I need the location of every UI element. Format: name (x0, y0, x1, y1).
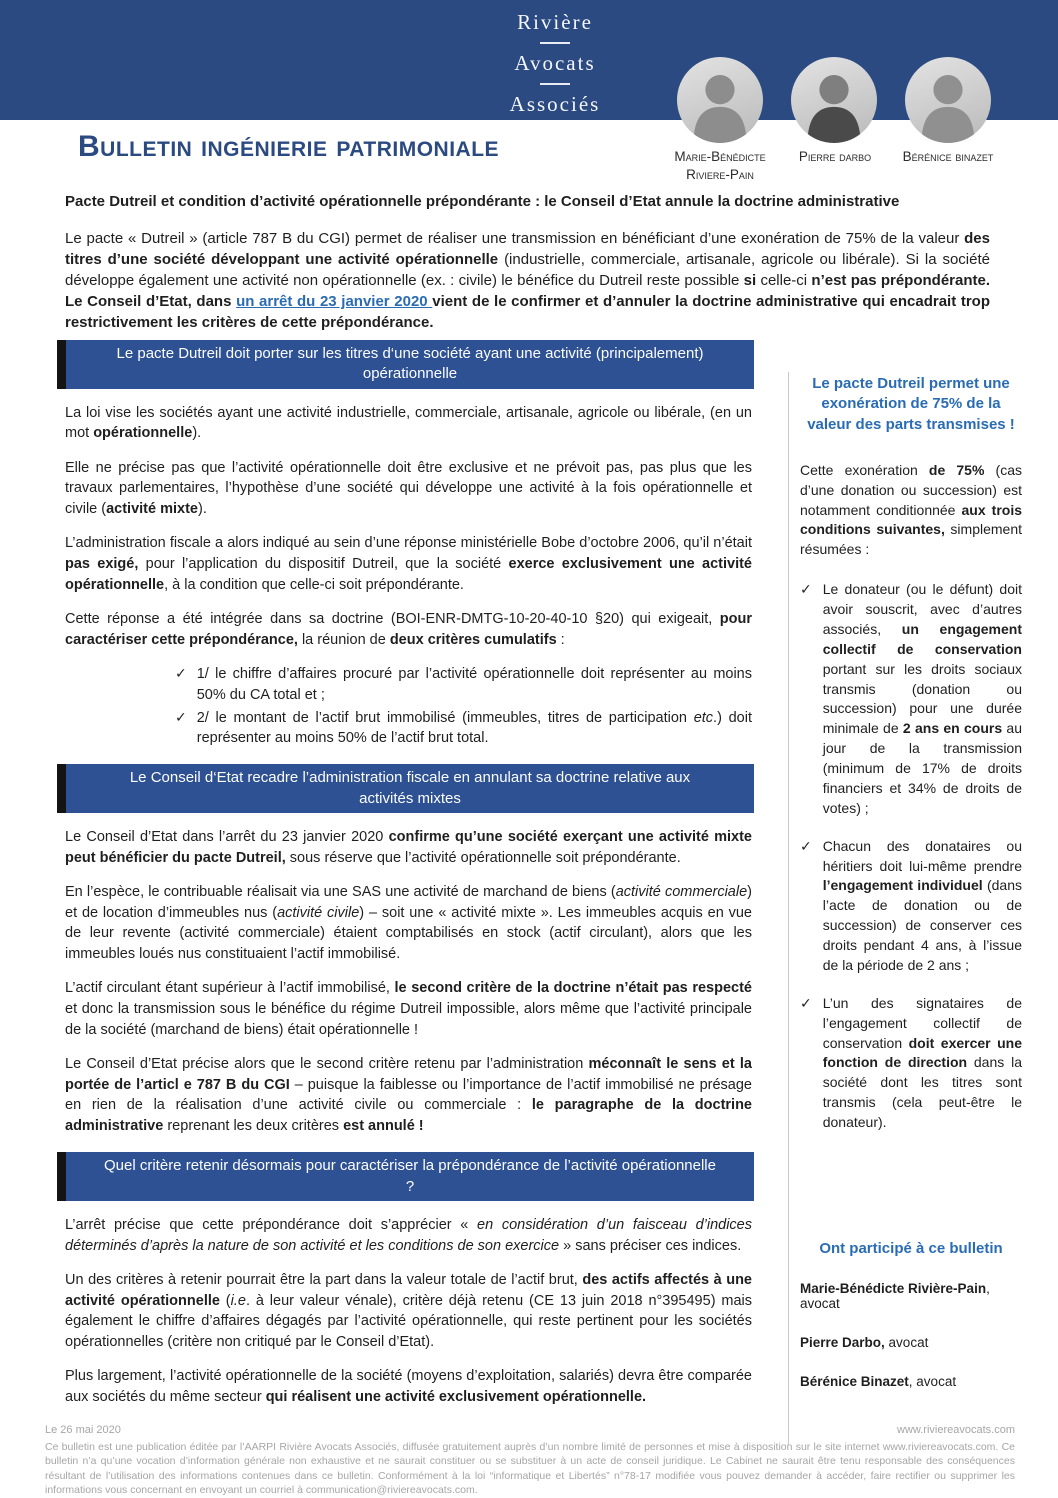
person-silhouette-icon (905, 57, 991, 143)
arret-23-janvier-2020-link[interactable]: un arrêt du 23 janvier 2020 (236, 293, 433, 310)
logo-rule (540, 83, 570, 85)
condition-text: Le donateur (ou le défunt) doit avoir souscrit, avec d’autres associés, un engagement collectif de conservation portant sur les droits sociaux transmis (donation ou succession) pour une durée minimale de 2 ans en cours au jour de la transmission (minimum de 17% de droits financiers et 34% de droits de votes) ; (822, 581, 1022, 816)
body-paragraph: Un des critères à retenir pourrait être la part dans la valeur totale de l’actif brut, des actifs affectés à une activité opérationnelle (i.e. à leur valeur vénale), critère déjà retenu (CE 13 juin 2018 n°395495) mais également le chiffre d’affaires dégagés par l’activité opérationnelle, qui reste pertinent pour les sociétés opérationnelles (critère non critiqué par le Conseil d’Etat). (65, 1272, 752, 1350)
footer-meta (45, 1424, 1015, 1436)
person-silhouette-icon (791, 57, 877, 143)
participants-title: Ont participé à ce bulletin (819, 1240, 1003, 1257)
avatar-photo (677, 57, 763, 143)
check-item-text: 2/ le montant de l’actif brut immobilisé (immeubles, titres de participation etc.) doit représenter au moins 50% de l’actif brut total. (196, 709, 752, 747)
body-paragraph: Le Conseil d’Etat dans l’arrêt du 23 janvier 2020 confirme qu’une société exerçant une activité mixte peut bénéficier du pacte Dutreil, sous réserve que l’activité opérationnelle soit prépondérante. (65, 828, 752, 866)
body-paragraph: Le Conseil d’Etat précise alors que le second critère retenu par l’administration méconnaît le sens et la portée de l’articl e 787 B du CGI – puisque la faiblesse ou l’importance de l’actif immobilisé ne présage en rien de la réalisation d’une activité civile ou commerciale : le paragraphe de la doctrine administrative reprenant les deux critères est annulé ! (65, 1056, 752, 1134)
avatar-photo (791, 57, 877, 143)
sidebar-condition-item (800, 837, 1022, 976)
firm-logo (480, 12, 630, 115)
person-silhouette-icon (677, 57, 763, 143)
article-headline: Pacte Dutreil et condition d’activité opérationnelle prépondérante : le Conseil d’Etat annule la doctrine administrative (65, 193, 900, 210)
section-body (57, 1215, 754, 1408)
logo-line-2: Avocats (514, 51, 596, 75)
section-banner: Quel critère retenir désormais pour caractériser la prépondérance de l’activité opérationnelle ? (57, 1152, 754, 1201)
participant: Marie-Bénédicte Rivière-Pain, avocat (800, 1281, 990, 1311)
column-divider (788, 372, 789, 1445)
body-paragraph: La loi vise les sociétés ayant une activité industrielle, commerciale, artisanale, agricole ou libérale, (en un mot opérationnelle). (65, 404, 752, 442)
sidebar-callout: Le pacte Dutreil permet une exonération de 75% de la valeur des parts transmises ! (807, 375, 1015, 433)
check-icon: ✓ (800, 994, 812, 1011)
body-paragraph: L’actif circulant étant supérieur à l’actif immobilisé, le second critère de la doctrine n’était pas respecté et donc la transmission sous le bénéfice du régime Dutreil impossible, alors même que l’activité principale de la société (marchand de biens) était opérationnelle ! (65, 980, 752, 1038)
check-icon: ✓ (800, 581, 812, 598)
page-title: Bulletin ingénierie patrimoniale (78, 130, 500, 163)
participant: Bérénice Binazet, avocat (800, 1374, 957, 1389)
avatar-photo (905, 57, 991, 143)
criteria-check-item (175, 664, 752, 705)
section-banner: Le Conseil d‘Etat recadre l’administration fiscale en annulant sa doctrine relative aux activités mixtes (57, 764, 754, 813)
footer-date: Le 26 mai 2020 (45, 1424, 121, 1436)
section-banner: Le pacte Dutreil doit porter sur les titres d‘une société ayant une activité (principalement) opérationnelle (57, 340, 754, 389)
participant: Pierre Darbo, avocat (800, 1335, 929, 1350)
intro-paragraph: Le pacte « Dutreil » (article 787 B du CGI) permet de réaliser une transmission en bénéficiant d’une exonération de 75% de la valeur des titres d’une société développant une activité opérationnelle (industrielle, commerciale, artisanale, agricole ou libérale). Si la société développe également une activité non opérationnelle (ex. : civile) le bénéfice du Dutreil reste possible si celle-ci n’est pas prépondérante. Le Conseil d’Etat, dans un arrêt du 23 janvier 2020 vient de le confirmer et d’annuler la doctrine administrative qui encadrait trop restrictivement les critères de cette prépondérance. (65, 230, 991, 331)
body-paragraph: Elle ne précise pas que l’activité opérationnelle doit être exclusive et ne prévoit pas, pas plus que les travaux parlementaires, l’hypothèse d’une société qui développe une activité à la fois opérationnelle et civile (activité mixte). (65, 459, 752, 517)
logo-line-3: Associés (509, 92, 601, 116)
section-quel-critere (57, 1152, 754, 1407)
body-paragraph: En l’espèce, le contribuable réalisait via une SAS une activité de marchand de biens (activité commerciale) et de location d’immeubles nus (activité civile) – soit une « activité mixte ». Les immeubles acquis en vue de leur revente (activité commerciale) étaient comptabilisés en stock (actif circulant), alors que les immeubles loués nus constituaient l’actif immobilisé. (65, 884, 753, 962)
person-name: Pierre darbo (798, 149, 872, 164)
main-column (57, 340, 754, 1422)
footer-disclaimer: Ce bulletin est une publication éditée par l’AARPI Rivière Avocats Associés, diffusée gratuitement auprès d’un nombre limité de personnes et mise à disposition sur le site internet www.riviereavocats.com. Ce bulletin n’a qu’une vocation d’information générale non exhaustive et ne saurait constituer ou se substituer à un acte de conseil juridique. Le Cabinet ne saurait être tenu responsable des conséquences résultant de l’utilisation des informations contenues dans ce bulletin. Conformément à la loi “informatique et Libertés” n°78-17 modifiée vous pouvez demander à accéder, faire rectifier ou supprimer les informations vous concernant en envoyant un courriel à communication@riviereavocats.com. (45, 1441, 1015, 1497)
condition-text: Chacun des donataires ou héritiers doit lui-même prendre l’engagement individuel (dans l’acte de donation ou de succession) de conserver ces droits pendant 4 ans, à l’issue de la période de 2 ans ; (822, 837, 1022, 973)
body-paragraph: L’administration fiscale a alors indiqué au sein d’une réponse ministérielle Bobe d’octobre 2006, qu’il n’était pas exigé, pour l’application du dispositif Dutreil, que la société exerce exclusivement une activité opérationnelle, à la condition que celle-ci soit prépondérante. (65, 535, 752, 593)
person-name: Marie-Bénédicte Riviere-Pain (674, 149, 766, 183)
sidebar-conditions-list (800, 580, 1022, 1133)
body-paragraph: Cette réponse a été intégrée dans sa doctrine (BOI-ENR-DMTG-10-20-40-10 §20) qui exigeait, pour caractériser cette prépondérance, la réunion de deux critères cumulatifs : (65, 611, 752, 648)
criteria-check-item (175, 708, 752, 749)
sidebar-condition-item (800, 580, 1022, 819)
participants-block (800, 1240, 1022, 1389)
person-name: Bérénice binazet (902, 149, 994, 164)
sidebar (800, 374, 1022, 1434)
footer (45, 1424, 1015, 1498)
section-pacte-dutreil (57, 340, 754, 748)
body-paragraph: Plus largement, l’activité opérationnelle de la société (moyens d’exploitation, salariés) devra être comparée aux sociétés du même secteur qui réalisent une activité exclusivement opérationnelle. (65, 1368, 752, 1406)
sidebar-condition-item (800, 994, 1022, 1133)
condition-text: L’un des signataires de l’engagement collectif de conservation doit exercer une fonction de direction dans la société dont les titres sont transmis (cela peut-être le donateur). (822, 994, 1022, 1130)
check-icon: ✓ (175, 665, 187, 682)
logo-line-1: Rivière (517, 10, 593, 34)
section-body (57, 403, 754, 749)
footer-website: www.riviereavocats.com (897, 1424, 1015, 1436)
sidebar-paragraph: Cette exonération de 75% (cas d’une donation ou succession) est notamment conditionnée aux trois conditions suivantes, simplement résumées : (800, 461, 1023, 558)
check-icon: ✓ (800, 837, 812, 854)
check-item-text: 1/ le chiffre d’affaires procuré par l’activité opérationnelle doit représenter au moins 50% du CA total et ; (196, 666, 752, 703)
section-body (57, 827, 754, 1137)
logo-rule (540, 42, 570, 44)
check-icon: ✓ (175, 708, 187, 725)
section-conseil-etat (57, 764, 754, 1136)
body-paragraph: L’arrêt précise que cette prépondérance doit s’apprécier « en considération d’un faisceau d’indices déterminés d’après la nature de son activité et les conditions de son exercice » sans préciser ces indices. (65, 1216, 752, 1254)
